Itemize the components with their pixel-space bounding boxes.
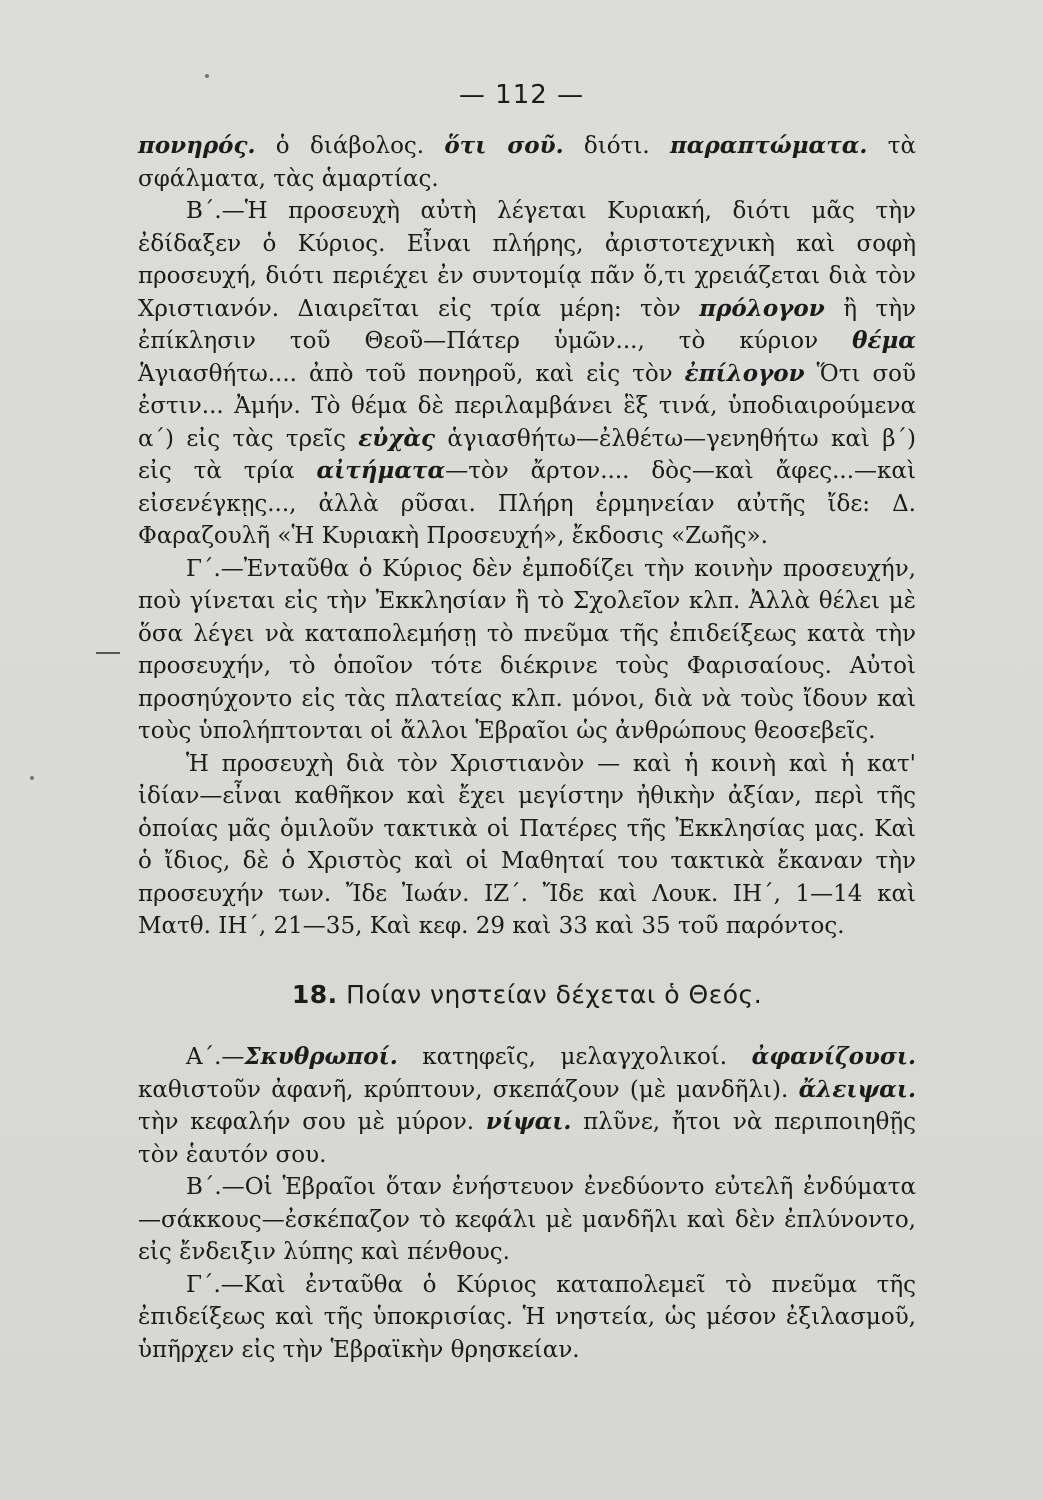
paragraph-b <box>138 195 916 553</box>
text-run: Β΄.—Ἡ προσευχὴ αὐτὴ λέγεται Κυριακή, διότι μᾶς τὴν ἐδίδαξεν ὁ Κύριος. Εἶναι πλήρης, ἀριστοτεχνικὴ καὶ σοφὴ προσευχή, διότι περιέχει ἐν συντομίᾳ πᾶν ὅ,τι χρειάζεται διὰ τὸν Χριστιανόν. Διαιρεῖται εἰς τρία μέρη: τὸν <box>138 198 916 322</box>
text-run: —τὸν ἄρτον.... δὸς—καὶ ἄφες...—καὶ εἰσενέγκῃς..., ἀλλὰ ρῦσαι. Πλήρη ἑρμηνείαν αὐτῆς ἴδε: Δ. Φαραζουλῆ «Ἡ Κυριακὴ Προσευχή», ἔκδοσις «Ζωῆς». <box>138 458 916 549</box>
paragraph-prayer: Ἡ προσευχὴ διὰ τὸν Χριστιανὸν — καὶ ἡ κοινὴ καὶ ἡ κατ' ἰδίαν—εἶναι καθῆκον καὶ ἔχει μεγίστην ἠθικὴν ἀξίαν, περὶ τῆς ὁποίας μᾶς ὁμιλοῦν τακτικὰ οἱ Πατέρες τῆς Ἐκκλησίας μας. Καὶ ὁ ἴδιος, δὲ ὁ Χριστὸς καὶ οἱ Μαθηταί του τακτικὰ ἔκαναν τὴν προσευχήν των. Ἴδε Ἰωάν. ΙΖ΄. Ἴδε καὶ Λουκ. ΙΗ΄, 1—14 καὶ Ματθ. ΙΗ΄, 21—35, Καὶ κεφ. 29 καὶ 33 καὶ 35 τοῦ παρόντος. <box>138 750 916 939</box>
keyword: θέμα <box>852 327 916 354</box>
section-number: 18. <box>291 979 338 1009</box>
keyword: Σκυθρωποί. <box>244 1043 398 1070</box>
text-run: Α΄.— <box>186 1044 245 1070</box>
paragraph-fasting-b: Β΄.—Οἱ Ἑβραῖοι ὅταν ἐνήστευον ἐνεδύοντο εὐτελῆ ἐνδύματα—σάκκους—ἐσκέπαζον τὸ κεφάλι μὲ μανδῆλι καὶ δὲν ἐπλύνοντο, εἰς ἔνδειξιν λύπης καὶ πένθους. <box>138 1174 916 1265</box>
section-heading <box>138 979 916 1012</box>
text-run: πλῦνε, ἤτοι νὰ περιποιηθῇς τὸν ἑαυτόν σου. <box>138 1109 916 1168</box>
text-run: ἁγιασθήτω—ἐλθέτω—γενηθήτω καὶ β΄) εἰς τὰ τρία <box>138 425 916 484</box>
text-run: διότι. <box>563 133 670 159</box>
paragraph-glossary-1 <box>138 130 916 195</box>
keyword: εὐχὰς <box>358 424 436 452</box>
main-text <box>138 130 916 1366</box>
keyword: παραπτώματα. <box>669 132 868 159</box>
text-run: Ἁγιασθήτω.... ἀπὸ τοῦ πονηροῦ, καὶ εἰς τὸν <box>138 360 685 387</box>
keyword: αἰτήματα <box>316 457 446 484</box>
keyword: ἄλειψαι. <box>798 1075 916 1103</box>
keyword: ἀφανίζουσι. <box>751 1043 916 1070</box>
text-run: ὁ διάβολος. <box>255 133 445 159</box>
scan-speck <box>205 74 209 78</box>
text-run: κατηφεῖς, μελαγχολικοί. <box>397 1044 752 1070</box>
text-run: τὴν κεφαλήν σου μὲ μύρον. <box>138 1109 486 1135</box>
section-title: Ποίαν νηστείαν δέχεται ὁ Θεός. <box>337 979 763 1009</box>
page-number: — 112 — <box>458 80 585 110</box>
text-run: τὰ σφάλματα, τὰς ἁμαρτίας. <box>138 133 916 192</box>
paragraph-glossary-2 <box>138 1041 916 1171</box>
keyword: ἐπίλογον <box>684 359 805 387</box>
paragraph-c: Γ΄.—Ἐνταῦθα ὁ Κύριος δὲν ἐμποδίζει τὴν κοινὴν προσευχήν, ποὺ γίνεται εἰς τὴν Ἐκκλησίαν ἢ τὸ Σχολεῖον κλπ. Ἀλλὰ θέλει μὲ ὅσα λέγει νὰ καταπολεμήσῃ τὸ πνεῦμα τῆς ἐπιδείξεως κατὰ τὴν προσευχήν, τὸ ὁποῖον τότε διέκρινε τοὺς Φαρισαίους. Αὐτοὶ προσηύχοντο εἰς τὰς πλατείας κλπ. μόνοι, διὰ νὰ τοὺς ἴδουν καὶ τοὺς ὑπολήπτονται οἱ ἄλλοι Ἑβραῖοι ὡς ἀνθρώπους θεοσεβεῖς. <box>138 555 916 744</box>
text-run: ἢ τὴν ἐπίκλησιν τοῦ Θεοῦ—Πάτερ ὑμῶν..., τὸ κύριον <box>138 295 916 354</box>
keyword: πρόλογον <box>699 294 825 322</box>
margin-mark <box>96 652 120 654</box>
text-run: καθιστοῦν ἀφανῆ, κρύπτουν, σκεπάζουν (μὲ μανδῆλι). <box>138 1076 799 1103</box>
keyword: ὅτι σοῦ. <box>444 132 564 159</box>
text-run: Ὅτι σοῦ ἐστιν... Ἀμήν. Τὸ θέμα δὲ περιλαμβάνει ἓξ τινά, ὑποδιαιρούμενα α΄) εἰς τὰς τρεῖς <box>138 360 916 452</box>
keyword: πονηρός. <box>138 132 256 159</box>
paragraph-fasting-c: Γ΄.—Καὶ ἐνταῦθα ὁ Κύριος καταπολεμεῖ τὸ πνεῦμα τῆς ἐπιδείξεως καὶ τῆς ὑποκρισίας. Ἡ νηστεία, ὡς μέσον ἐξιλασμοῦ, ὑπῆρχεν εἰς τὴν Ἑβραϊκὴν θρησκείαν. <box>138 1271 916 1363</box>
keyword: νίψαι. <box>485 1108 572 1135</box>
scan-speck <box>30 776 34 780</box>
